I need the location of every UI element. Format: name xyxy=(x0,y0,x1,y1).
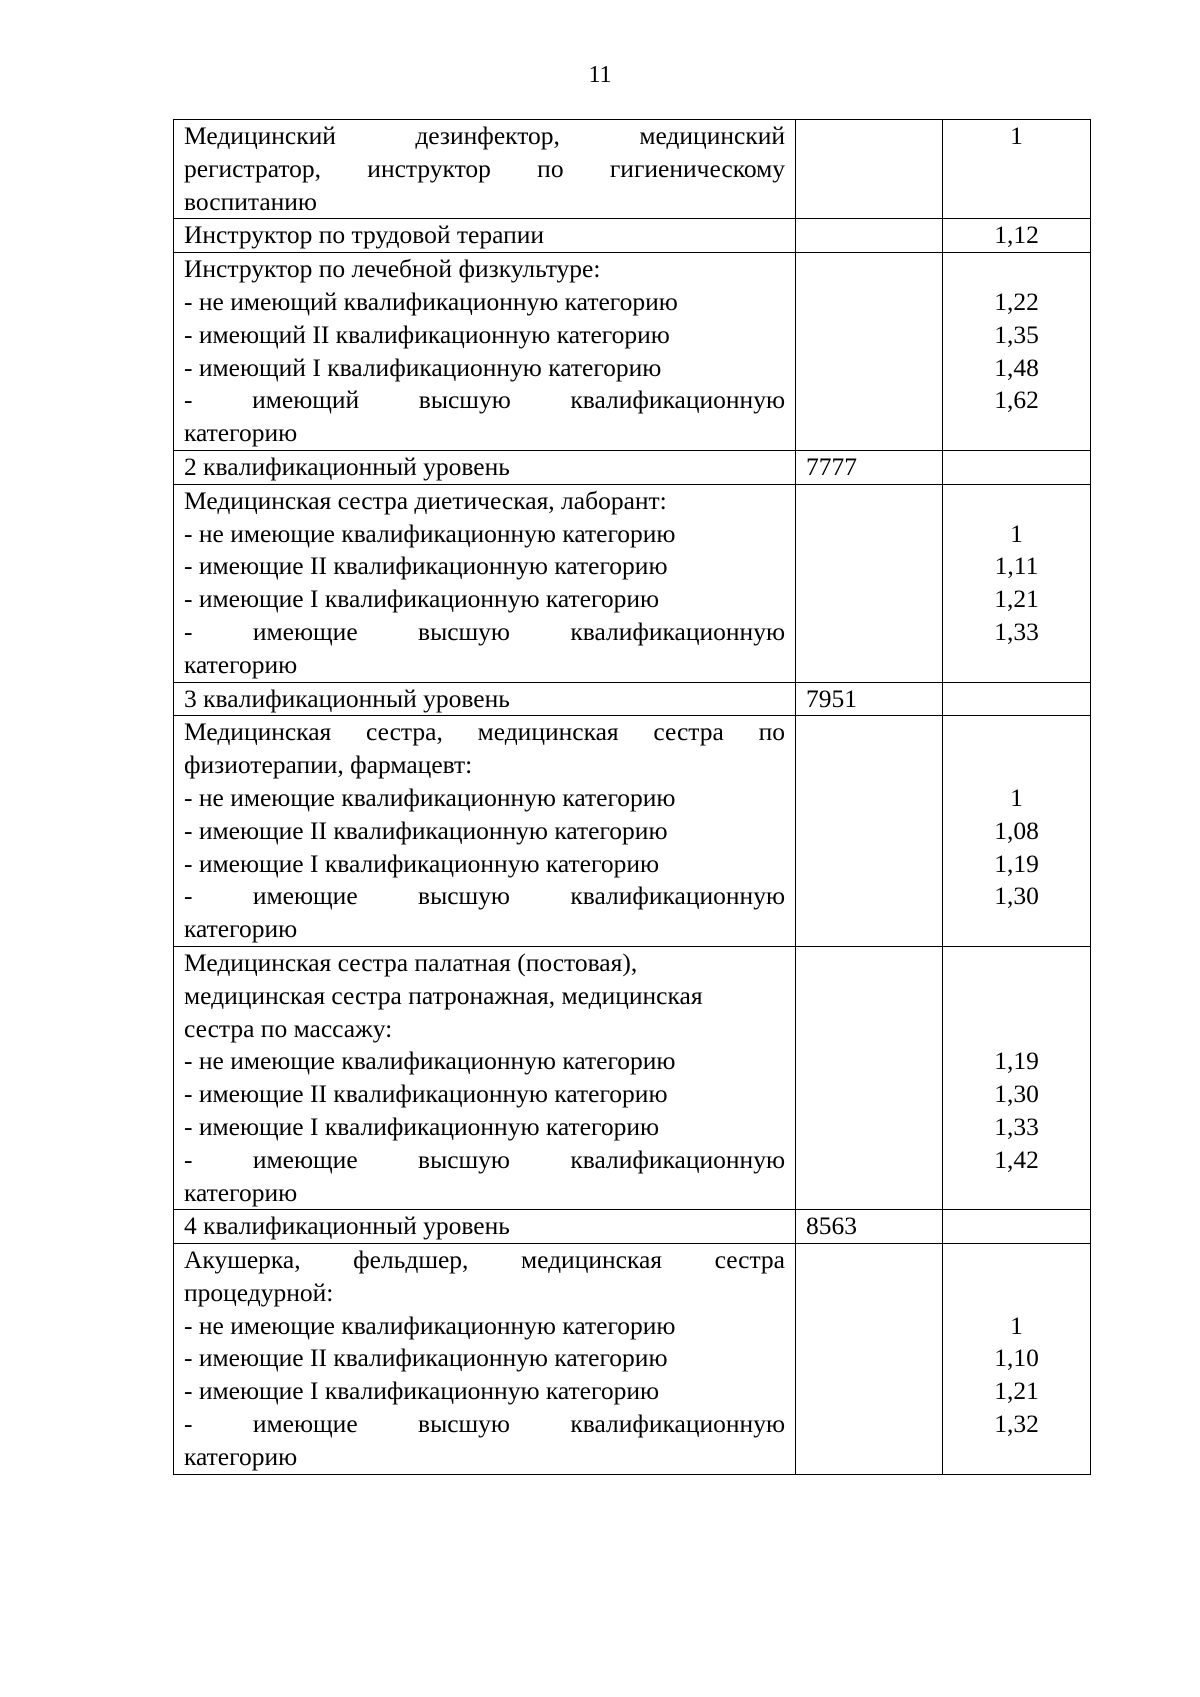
coefficient-cell xyxy=(943,716,1091,947)
position-text-line: - имеющие I квалификационную категорию xyxy=(184,1376,660,1406)
position-text-line: - имеющие высшую квалификационную xyxy=(184,1144,785,1174)
position-text-line: - имеющий II квалификационную категорию xyxy=(184,319,670,349)
coefficient-cell xyxy=(943,253,1091,451)
coefficient-value: 1,30 xyxy=(994,1079,1039,1109)
coefficient-value xyxy=(953,980,1080,1013)
coefficient-value xyxy=(953,1441,1080,1474)
position-text-line: - имеющие II квалификационную категорию xyxy=(184,1079,668,1109)
coefficient-value: 1,62 xyxy=(994,385,1039,415)
coefficient-value xyxy=(953,451,1080,484)
coefficient-value xyxy=(953,1177,1080,1210)
coefficient-value: 1,33 xyxy=(994,616,1039,646)
position-text-line: 4 квалификационный уровень xyxy=(184,1211,510,1241)
position-text-line: - имеющие высшую квалификационную xyxy=(184,1409,785,1439)
coefficient-cell xyxy=(943,1244,1091,1475)
position-text-line: Акушерка, фельдшер, медицинская сестра xyxy=(184,1245,785,1275)
coefficient-value xyxy=(953,253,1080,286)
position-row xyxy=(174,1244,1091,1475)
position-text-line: категорию xyxy=(184,649,298,679)
base-salary-cell xyxy=(796,484,943,682)
position-text-line: - имеющий I квалификационную категорию xyxy=(184,352,662,382)
position-name-cell xyxy=(174,253,796,451)
position-text-line: - не имеющие квалификационную категорию xyxy=(184,1046,676,1076)
coefficient-value xyxy=(953,683,1080,716)
qualification-level-row xyxy=(174,682,1091,716)
coefficient-cell xyxy=(943,1210,1091,1244)
position-row xyxy=(174,484,1091,682)
position-text-line: - имеющие I квалификационную категорию xyxy=(184,584,660,614)
coefficient-value xyxy=(953,1277,1080,1310)
coefficient-value xyxy=(953,1210,1080,1243)
salary-coefficient-table xyxy=(173,119,1091,1475)
position-row xyxy=(174,219,1091,253)
coefficient-value xyxy=(953,417,1080,450)
coefficient-value: 1,35 xyxy=(994,319,1039,349)
position-text-line: - имеющие II квалификационную категорию xyxy=(184,1343,668,1373)
coefficient-value: 1,10 xyxy=(994,1343,1039,1373)
coefficient-value: 1,21 xyxy=(994,584,1039,614)
position-text-line: - имеющий высшую квалификационную xyxy=(184,385,785,415)
coefficient-cell xyxy=(943,219,1091,253)
position-name-cell xyxy=(174,1244,796,1475)
coefficient-value: 1,48 xyxy=(994,352,1039,382)
coefficient-value: 1,32 xyxy=(994,1409,1039,1439)
position-name-cell xyxy=(174,682,796,716)
position-text-line: категорию xyxy=(184,1441,298,1471)
coefficient-cell xyxy=(943,682,1091,716)
position-text-line: сестра по массажу: xyxy=(184,1013,393,1043)
coefficient-value: 1 xyxy=(1010,518,1023,548)
base-salary-cell xyxy=(796,219,943,253)
position-row xyxy=(174,716,1091,947)
coefficient-value xyxy=(953,153,1080,186)
coefficient-value: 1 xyxy=(1010,121,1023,150)
position-text-line: Медицинская сестра палатная (постовая), xyxy=(184,947,638,977)
position-text-line: Медицинская сестра, медицинская сестра по xyxy=(184,717,785,747)
coefficient-value: 1,33 xyxy=(994,1111,1039,1141)
position-text-line: категорию xyxy=(184,914,298,944)
position-text-line: - не имеющие квалификационную категорию xyxy=(184,1310,676,1340)
position-text-line: 3 квалификационный уровень xyxy=(184,683,510,713)
position-text-line: воспитанию xyxy=(184,186,317,216)
position-text-line: - не имеющие квалификационную категорию xyxy=(184,782,676,812)
position-text-line: - имеющие высшую квалификационную xyxy=(184,616,785,646)
position-text-line: 2 квалификационный уровень xyxy=(184,451,510,481)
coefficient-value xyxy=(953,485,1080,518)
coefficient-value xyxy=(953,649,1080,682)
coefficient-value: 1,22 xyxy=(994,286,1039,316)
coefficient-cell xyxy=(943,120,1091,219)
coefficient-cell xyxy=(943,484,1091,682)
position-name-cell xyxy=(174,1210,796,1244)
base-salary-cell: 7951 xyxy=(796,682,943,716)
base-salary-cell: 7777 xyxy=(796,450,943,484)
base-salary-cell xyxy=(796,716,943,947)
coefficient-value: 1,11 xyxy=(994,551,1039,581)
position-row xyxy=(174,946,1091,1209)
coefficient-cell xyxy=(943,946,1091,1209)
coefficient-value: 1 xyxy=(1010,1310,1023,1340)
page-number: 11 xyxy=(588,62,612,88)
position-text-line: Медицинский дезинфектор, медицинский xyxy=(184,121,785,150)
coefficient-value: 1,19 xyxy=(994,848,1039,878)
coefficient-value xyxy=(953,186,1080,219)
qualification-level-row xyxy=(174,450,1091,484)
coefficient-value: 1,19 xyxy=(994,1046,1039,1076)
base-salary-cell: 8563 xyxy=(796,1210,943,1244)
position-text-line: медицинская сестра патронажная, медицинская xyxy=(184,980,703,1010)
coefficient-value: 1,08 xyxy=(994,815,1039,845)
position-row xyxy=(174,253,1091,451)
position-text-line: - не имеющий квалификационную категорию xyxy=(184,286,678,316)
coefficient-value xyxy=(953,1013,1080,1046)
position-row xyxy=(174,120,1091,219)
position-text-line: Инструктор по лечебной физкультуре: xyxy=(184,254,601,284)
position-text-line: регистратор, инструктор по гигиеническому xyxy=(184,153,785,183)
position-name-cell xyxy=(174,716,796,947)
table-body xyxy=(174,120,1091,1475)
position-text-line: - имеющие I квалификационную категорию xyxy=(184,1111,660,1141)
position-text-line: Медицинская сестра диетическая, лаборант: xyxy=(184,485,667,515)
coefficient-value: 1 xyxy=(1010,782,1023,812)
qualification-level-row xyxy=(174,1210,1091,1244)
position-text-line: - имеющие высшую квалификационную xyxy=(184,881,785,911)
coefficient-value: 1,21 xyxy=(994,1376,1039,1406)
coefficient-value xyxy=(953,947,1080,980)
position-name-cell xyxy=(174,946,796,1209)
coefficient-value xyxy=(953,913,1080,946)
position-text-line: - имеющие II квалификационную категорию xyxy=(184,815,668,845)
coefficient-value xyxy=(953,749,1080,782)
base-salary-cell xyxy=(796,946,943,1209)
position-text-line: - имеющие I квалификационную категорию xyxy=(184,848,660,878)
position-text-line: Инструктор по трудовой терапии xyxy=(184,220,545,250)
base-salary-cell xyxy=(796,253,943,451)
position-name-cell xyxy=(174,120,796,219)
position-text-line: - имеющие II квалификационную категорию xyxy=(184,551,668,581)
position-text-line: категорию xyxy=(184,1177,298,1207)
coefficient-value: 1,42 xyxy=(994,1144,1039,1174)
position-text-line: - не имеющие квалификационную категорию xyxy=(184,518,676,548)
coefficient-value xyxy=(953,1244,1080,1277)
coefficient-value xyxy=(953,716,1080,749)
position-text-line: физиотерапии, фармацевт: xyxy=(184,750,473,780)
coefficient-value: 1,30 xyxy=(994,881,1039,911)
position-text-line: категорию xyxy=(184,418,298,448)
coefficient-value: 1,12 xyxy=(994,220,1039,250)
position-name-cell xyxy=(174,219,796,253)
base-salary-cell xyxy=(796,1244,943,1475)
position-name-cell xyxy=(174,450,796,484)
coefficient-cell xyxy=(943,450,1091,484)
position-name-cell xyxy=(174,484,796,682)
base-salary-cell xyxy=(796,120,943,219)
position-text-line: процедурной: xyxy=(184,1277,334,1307)
